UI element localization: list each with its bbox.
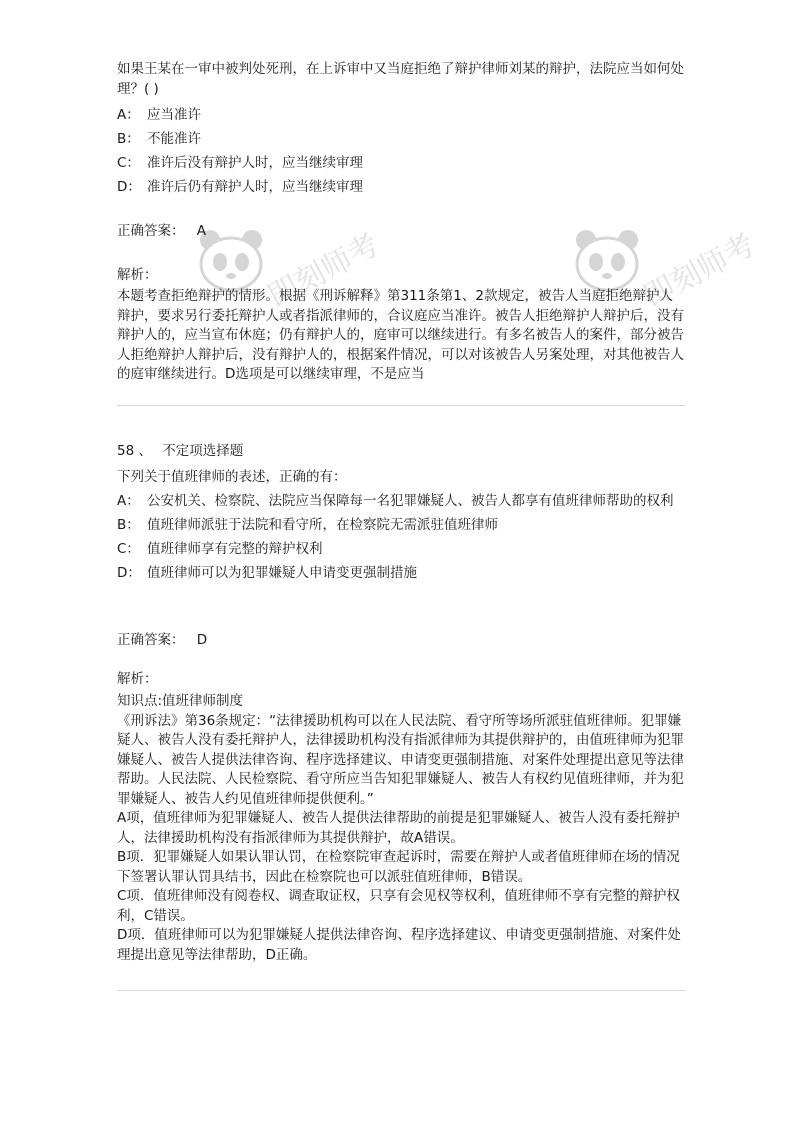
option-key: A： [117, 493, 140, 509]
option-a[interactable] [117, 492, 685, 512]
watermark-text: 即刻师考 [262, 227, 385, 315]
option-list [117, 106, 685, 197]
option-key: C： [117, 155, 140, 171]
watermark-text: 即刻师考 [638, 227, 761, 315]
analysis-label: 解析： [117, 671, 158, 687]
option-b[interactable] [117, 516, 685, 535]
analysis-paragraph: C项．值班律师没有阅卷权、调查取证权，只享有会见权等权利，值班律师不享有完整的辩护权利，C错误。 [117, 888, 680, 924]
question-stem: 下列关于值班律师的表述，正确的有： [117, 469, 347, 485]
answer-label: 正确答案： [117, 632, 185, 648]
option-text: 值班律师享有完整的辩护权利 [147, 540, 323, 557]
divider [117, 405, 685, 406]
question-stem: 如果王某在一审中被判处死刑，在上诉审中又当庭拒绝了辩护律师刘某的辩护，法院应当如何处理？( ) [117, 61, 684, 97]
analysis-paragraph: 《刑诉法》第36条规定：“法律援助机构可以在人民法院、看守所等场所派驻值班律师。犯罪嫌疑人、被告人没有委托辩护人，法律援助机构没有指派律师为其提供辩护的，由值班律师为犯罪嫌疑人、被告人提供法律咨询、程序选择建议、申请变更强制措施、对案件处理提出意见等法律帮助。人民法院、人民检察院、看守所应当告知犯罪嫌疑人、被告人有权约见值班律师，并为犯罪嫌疑人、被告人约见值班律师提供便利。” [117, 712, 684, 807]
option-d[interactable] [117, 564, 685, 583]
question-type: 不定项选择题 [162, 443, 244, 459]
option-key: C： [117, 540, 140, 557]
option-d[interactable] [117, 178, 685, 197]
option-text: 公安机关、检察院、法院应当保障每一名犯罪嫌疑人、被告人都享有值班律师帮助的权利 [147, 493, 674, 509]
option-key: D： [117, 179, 141, 195]
analysis-paragraph: D项．值班律师可以为犯罪嫌疑人提供法律咨询、程序选择建议、申请变更强制措施、对案件处理提出意见等法律帮助，D正确。 [117, 927, 681, 963]
correct-answer [117, 631, 685, 650]
option-key: D： [117, 564, 141, 581]
option-c[interactable] [117, 154, 685, 173]
option-key: B： [117, 131, 140, 147]
option-b[interactable] [117, 130, 685, 149]
option-list [117, 492, 685, 583]
option-text: 应当准许 [147, 107, 201, 123]
analysis-label: 解析： [117, 267, 158, 283]
option-text: 准许后仍有辩护人时，应当继续审理 [147, 179, 363, 195]
question-57 [117, 60, 685, 99]
knowledge-point: 知识点:值班律师制度 [117, 693, 244, 709]
correct-answer [117, 222, 685, 241]
analysis-body [117, 692, 685, 965]
divider [117, 990, 685, 991]
option-c[interactable] [117, 540, 685, 559]
option-text: 不能准许 [147, 131, 201, 147]
question-header [117, 442, 685, 461]
option-a[interactable] [117, 106, 685, 125]
option-text: 值班律师派驻于法院和看守所，在检察院无需派驻值班律师 [147, 516, 498, 533]
answer-value: D [196, 632, 208, 648]
analysis-paragraph: A项，值班律师为犯罪嫌疑人、被告人提供法律帮助的前提是犯罪嫌疑人、被告人没有委托辩护人，法律援助机构没有指派律师为其提供辩护，故A错误。 [117, 810, 680, 846]
answer-value: A [196, 223, 207, 239]
option-text: 准许后没有辩护人时，应当继续审理 [147, 155, 363, 171]
option-text: 值班律师可以为犯罪嫌疑人申请变更强制措施 [147, 564, 417, 581]
answer-label: 正确答案： [117, 223, 185, 239]
analysis-text: 本题考查拒绝辩护的情形。根据《刑诉解释》第311条第1、2款规定，被告人当庭拒绝辩护人辩护，要求另行委托辩护人或者指派律师的，合议庭应当准许。被告人拒绝辩护人辩护后，没有辩护人的，应当宣布休庭；仍有辩护人的，庭审可以继续进行。有多名被告人的案件，部分被告人拒绝辩护人辩护后，没有辩护人的，根据案件情况，可以对该被告人另案处理，对其他被告人的庭审继续进行。D选项是可以继续审理，不是应当 [117, 288, 684, 382]
option-key: A： [117, 107, 140, 123]
option-key: B： [117, 516, 140, 533]
analysis-paragraph: B项．犯罪嫌疑人如果认罪认罚，在检察院审查起诉时，需要在辩护人或者值班律师在场的情况下签署认罪认罚具结书，因此在检察院也可以派驻值班律师，B错误。 [117, 849, 680, 885]
analysis-body [117, 287, 685, 385]
question-number: 58 、 [117, 443, 152, 459]
